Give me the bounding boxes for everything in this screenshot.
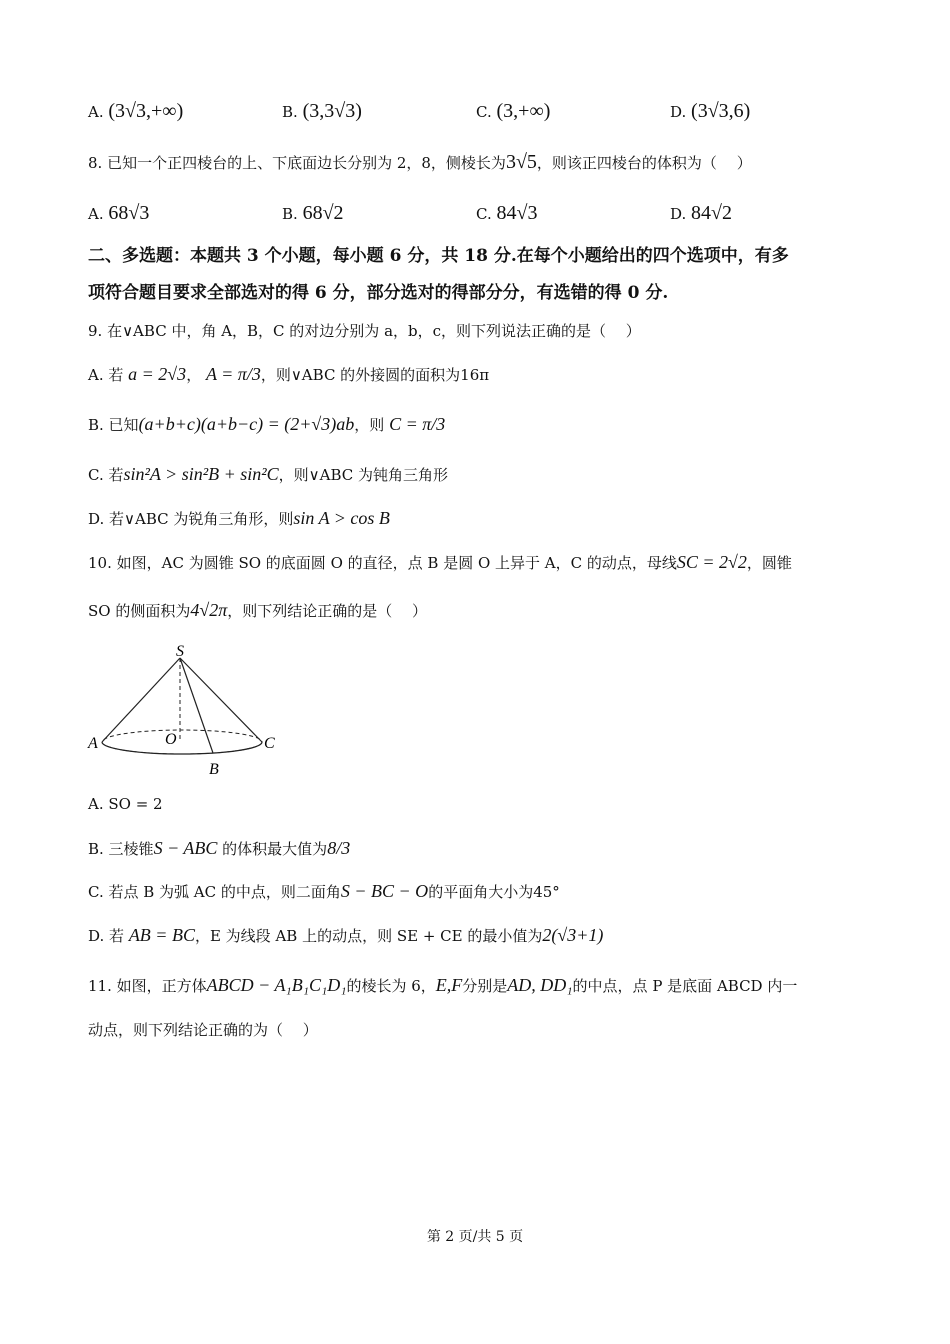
q8-option-b: B. 68√2 — [282, 202, 344, 224]
q8-stem: 8. 已知一个正四棱台的上、下底面边长分别为 2，8，侧棱长为3√5，则该正四棱台的体积为（ ） — [88, 151, 752, 173]
q10-option-d: D. 若 AB = BC，E 为线段 AB 上的动点，则 SE + CE 的最小值为2(√3+1) — [88, 925, 604, 945]
q9-option-b: B. 已知(a+b+c)(a+b−c) = (2+√3)ab，则 C = π/3 — [88, 414, 446, 434]
q11-stem-line2: 动点，则下列结论正确的为（ ） — [88, 1021, 318, 1039]
cone-edge-sa — [102, 658, 180, 742]
q10-stem-line1: 10. 如图，AC 为圆锥 SO 的底面圆 O 的直径，点 B 是圆 O 上异于 A，C 的动点，母线SC = 2√2，圆锥 — [88, 552, 792, 572]
label-b: B — [209, 761, 219, 778]
q8-option-a: A. 68√3 — [88, 202, 150, 224]
page-footer: 第 2 页/共 5 页 — [426, 1229, 524, 1245]
q7-option-b-value: (3,3√3) — [302, 100, 362, 122]
q10-option-b: B. 三棱锥S − ABC 的体积最大值为8/3 — [88, 838, 351, 858]
label-a: A — [88, 735, 98, 752]
label-c: C — [264, 735, 275, 752]
q7-option-d: D. (3√3,6) — [670, 100, 751, 122]
q9-option-c: C. 若sin²A > sin²B + sin²C，则∨ABC 为钝角三角形 — [88, 464, 449, 484]
q10-option-a: A. SO = 2 — [88, 795, 163, 813]
cone-figure — [80, 636, 290, 786]
label-s: S — [176, 643, 184, 660]
q7-option-c: C. (3,+∞) — [476, 100, 551, 122]
section2-heading-line1: 二、多选题：本题共 3 个小题，每小题 6 分，共 18 分.在每个小题给出的四个选项中，有多 — [88, 246, 789, 266]
q7-option-a-value: (3√3,+∞) — [108, 100, 184, 122]
q10-option-c: C. 若点 B 为弧 AC 的中点，则二面角S − BC − O的平面角大小为45° — [88, 881, 560, 901]
q10-stem-line2: SO 的侧面积为4√2π，则下列结论正确的是（ ） — [88, 600, 428, 620]
q7-option-b: B. (3,3√3) — [282, 100, 362, 122]
cone-edge-sb — [180, 658, 213, 753]
q9-stem: 9. 在∨ABC 中，角 A，B，C 的对边分别为 a，b，c，则下列说法正确的是（ ） — [88, 322, 641, 340]
q9-option-d: D. 若∨ABC 为锐角三角形，则sin A > cos B — [88, 508, 390, 528]
q7-option-c-value: (3,+∞) — [496, 100, 551, 122]
q7-option-a: A. (3√3,+∞) — [88, 100, 184, 122]
q9-option-a: A. 若 a = 2√3， A = π/3，则∨ABC 的外接圆的面积为16π — [88, 364, 490, 384]
q8-option-c: C. 84√3 — [476, 202, 538, 224]
section2-heading-line2: 项符合题目要求全部选对的得 6 分，部分选对的得部分分，有选错的得 0 分. — [88, 283, 669, 303]
q11-stem-line1: 11. 如图，正方体ABCD − A₁B₁C₁D₁的棱长为 6，E,F分别是AD, DD₁的中点，点 P 是底面 ABCD 内一 — [88, 975, 798, 995]
q7-option-d-value: (3√3,6) — [691, 100, 751, 122]
cone-edge-sc — [180, 658, 262, 742]
cone-base-front-arc — [102, 742, 262, 754]
label-o: O — [165, 731, 177, 748]
q8-option-d: D. 84√2 — [670, 202, 733, 224]
